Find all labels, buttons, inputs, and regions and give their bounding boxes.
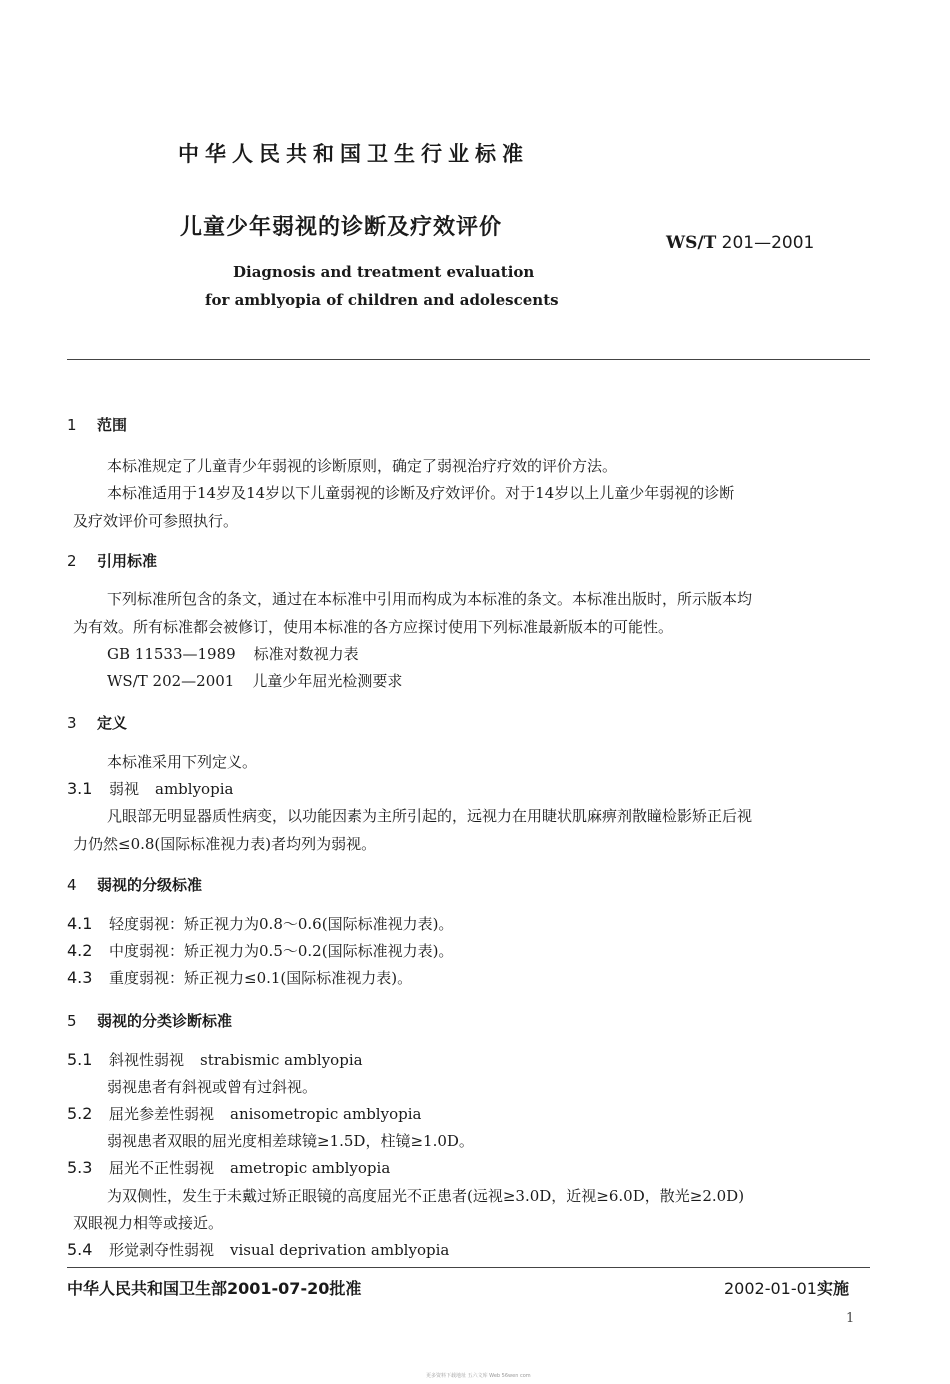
term-cn: 形觉剥夺性弱视 bbox=[109, 1241, 215, 1259]
reference-code: WS/T 202—2001 bbox=[107, 672, 235, 690]
item-text: 轻度弱视：矫正视力为0.8～0.6(国际标准视力表)。 bbox=[109, 915, 454, 933]
section-title: 弱视的分级标准 bbox=[97, 876, 203, 894]
paragraph: 为双侧性，发生于未戴过矫正眼镜的高度屈光不正患者(远视≥3.0D，近视≥6.0D，散光≥2.0D) bbox=[107, 1187, 745, 1205]
implementation-date: 2002-01-01 bbox=[724, 1279, 817, 1298]
section-number: 2 bbox=[67, 552, 77, 570]
document-title-en-line2: for amblyopia of children and adolescents bbox=[205, 291, 559, 309]
standard-code-number: 201—2001 bbox=[721, 233, 815, 253]
reference-code: GB 11533—1989 bbox=[107, 645, 236, 663]
paragraph: 双眼视力相等或接近。 bbox=[73, 1214, 224, 1232]
list-item bbox=[67, 913, 453, 934]
paragraph: 本标准规定了儿童青少年弱视的诊断原则，确定了弱视治疗疗效的评价方法。 bbox=[107, 457, 618, 475]
reference-item bbox=[107, 670, 402, 691]
list-item bbox=[67, 1049, 363, 1070]
section-number: 1 bbox=[67, 416, 77, 434]
item-text: 中度弱视：矫正视力为0.5～0.2(国际标准视力表)。 bbox=[109, 942, 454, 960]
item-number: 5.2 bbox=[67, 1104, 93, 1123]
term-en: ametropic amblyopia bbox=[230, 1159, 391, 1177]
section-title: 定义 bbox=[97, 714, 128, 732]
section-title: 范围 bbox=[97, 416, 128, 434]
paragraph: 为有效。所有标准都会被修订，使用本标准的各方应探讨使用下列标准最新版本的可能性。 bbox=[73, 618, 674, 636]
paragraph: 凡眼部无明显器质性病变，以功能因素为主所引起的，远视力在用睫状肌麻痹剂散瞳检影矫正后视 bbox=[107, 807, 753, 825]
item-number: 4.1 bbox=[67, 914, 93, 933]
item-number: 4.2 bbox=[67, 941, 93, 960]
section-title: 引用标准 bbox=[97, 552, 158, 570]
section-5-heading bbox=[67, 1010, 232, 1031]
item-text: 重度弱视：矫正视力≤0.1(国际标准视力表)。 bbox=[109, 969, 413, 987]
item-number: 4.3 bbox=[67, 968, 93, 987]
issuer-title: 中华人民共和国卫生行业标准 bbox=[178, 141, 529, 166]
term-en: visual deprivation amblyopia bbox=[230, 1241, 450, 1259]
paragraph: 本标准采用下列定义。 bbox=[107, 753, 258, 771]
list-item bbox=[67, 1103, 421, 1124]
paragraph: 弱视患者双眼的屈光度相差球镜≥1.5D，柱镜≥1.0D。 bbox=[107, 1132, 474, 1150]
list-item bbox=[67, 1157, 390, 1178]
item-number: 3.1 bbox=[67, 779, 93, 798]
list-item bbox=[67, 1239, 449, 1260]
term-cn: 斜视性弱视 bbox=[109, 1051, 185, 1069]
term-en: strabismic amblyopia bbox=[200, 1051, 363, 1069]
section-title: 弱视的分类诊断标准 bbox=[97, 1012, 233, 1030]
standard-code-prefix: WS/T bbox=[666, 233, 717, 253]
watermark-text: 更多资料下载地址 五六文库 Web 56wen com bbox=[426, 1373, 531, 1379]
item-number: 5.1 bbox=[67, 1050, 93, 1069]
paragraph: 本标准适用于14岁及14岁以下儿童弱视的诊断及疗效评价。对于14岁以上儿童少年弱视的诊断 bbox=[107, 484, 735, 502]
section-number: 3 bbox=[67, 714, 77, 732]
item-number: 5.3 bbox=[67, 1158, 93, 1177]
reference-item bbox=[107, 643, 359, 664]
term-cn: 屈光不正性弱视 bbox=[109, 1159, 215, 1177]
paragraph: 弱视患者有斜视或曾有过斜视。 bbox=[107, 1078, 318, 1096]
item-number: 5.4 bbox=[67, 1240, 93, 1259]
term-cn: 屈光参差性弱视 bbox=[109, 1105, 215, 1123]
implementation-label: 实施 bbox=[816, 1279, 849, 1298]
definition-term bbox=[67, 778, 233, 799]
term-en: amblyopia bbox=[155, 780, 234, 798]
term-cn: 弱视 bbox=[109, 780, 140, 798]
document-title-en-line1: Diagnosis and treatment evaluation bbox=[233, 263, 535, 281]
page-number: 1 bbox=[846, 1311, 855, 1326]
paragraph: 力仍然≤0.8(国际标准视力表)者均列为弱视。 bbox=[73, 835, 377, 853]
section-number: 5 bbox=[67, 1012, 77, 1030]
implementation-line bbox=[724, 1276, 849, 1299]
list-item bbox=[67, 940, 453, 961]
document-title-cn: 儿童少年弱视的诊断及疗效评价 bbox=[180, 214, 503, 240]
footer-divider bbox=[67, 1267, 870, 1268]
section-2-heading bbox=[67, 550, 157, 571]
reference-title: 儿童少年屈光检测要求 bbox=[252, 672, 403, 690]
term-en: anisometropic amblyopia bbox=[230, 1105, 422, 1123]
section-4-heading bbox=[67, 874, 202, 895]
list-item bbox=[67, 967, 412, 988]
approval-line: 中华人民共和国卫生部2001-07-20批准 bbox=[67, 1279, 362, 1298]
section-3-heading bbox=[67, 712, 127, 733]
section-number: 4 bbox=[67, 876, 77, 894]
paragraph: 及疗效评价可参照执行。 bbox=[73, 512, 239, 530]
standard-code bbox=[666, 233, 814, 253]
reference-title: 标准对数视力表 bbox=[253, 645, 359, 663]
header-divider bbox=[67, 359, 870, 360]
paragraph: 下列标准所包含的条文，通过在本标准中引用而构成为本标准的条文。本标准出版时，所示版本均 bbox=[107, 590, 753, 608]
section-1-heading bbox=[67, 414, 127, 435]
